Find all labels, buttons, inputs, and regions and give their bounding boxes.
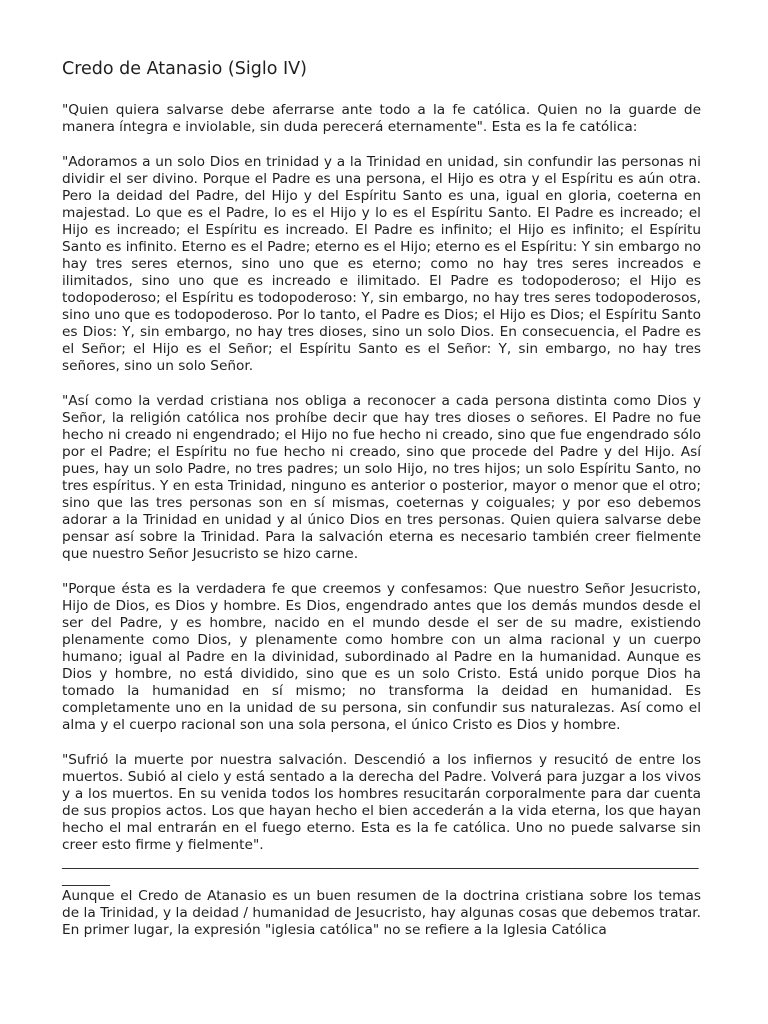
commentary-paragraph: Aunque el Credo de Atanasio es un buen resumen de la doctrina cristiana sobre los temas de la Trinidad, y la deidad / humanidad de Jesucristo, hay algunas cosas que debemos tratar. En primer lugar, la expresión "iglesia católica" no se refiere a la Iglesia Católica [62, 888, 701, 938]
paragraph-persons: "Así como la verdad cristiana nos obliga a reconocer a cada persona distinta como Dios y Señor, la religión católica nos prohíbe decir que hay tres dioses o señores. El Padre no fue hecho ni creado ni engendrado; el Hijo no fue hecho ni creado, sino que fue engendrado sólo por el Padre; el Espíritu no fue hecho ni creado, sino que procede del Padre y del Hijo. Así pues, hay un solo Padre, no tres padres; un solo Hijo, no tres hijos; un solo Espíritu Santo, no tres espíritus. Y en esta Trinidad, ninguno es anterior o posterior, mayor o menor que el otro; sino que las tres personas son en sí mismas, coeternas y coiguales; y por eso debemos adorar a la Trinidad en unidad y al único Dios en tres personas. Quien quiera salvarse debe pensar así sobre la Trinidad. Para la salvación eterna es necesario también creer fielmente que nuestro Señor Jesucristo se hizo carne. [62, 393, 701, 562]
paragraph-christ: "Porque ésta es la verdadera fe que creemos y confesamos: Que nuestro Señor Jesucristo, Hijo de Dios, es Dios y hombre. Es Dios, engendrado antes que los demás mundos desde el ser del Padre, y es hombre, nacido en el mundo desde el ser de su madre, existiendo plenamente como Dios, y plenamente como hombre con un alma racional y un cuerpo humano; igual al Padre en la divinidad, subordinado al Padre en la humanidad. Aunque es Dios y hombre, no está dividido, sino que es un solo Cristo. Está unido porque Dios ha tomado la humanidad en sí mismo; no transforma la deidad en humanidad. Es completamente uno en la unidad de su persona, sin confundir sus naturalezas. Así como el alma y el cuerpo racional son una sola persona, el único Cristo es Dios y hombre. [62, 581, 701, 733]
paragraph-trinity: "Adoramos a un solo Dios en trinidad y a la Trinidad en unidad, sin confundir las personas ni dividir el ser divino. Porque el Padre es una persona, el Hijo es otra y el Espíritu es aún otra. Pero la deidad del Padre, del Hijo y del Espíritu Santo es una, igual en gloria, coeterna en majestad. Lo que es el Padre, lo es el Hijo y lo es el Espíritu Santo. El Padre es increado; el Hijo es increado; el Espíritu es increado. El Padre es infinito; el Hijo es infinito; el Espíritu Santo es infinito. Eterno es el Padre; eterno es el Hijo; eterno es el Espíritu: Y sin embargo no hay tres seres eternos, sino uno que es eterno; como no hay tres seres increados e ilimitados, sino uno que es increado e ilimitado. El Padre es todopoderoso; el Hijo es todopoderoso; el Espíritu es todopoderoso: Y, sin embargo, no hay tres seres todopoderosos, sino uno que es todopoderoso. Por lo tanto, el Padre es Dios; el Hijo es Dios; el Espíritu Santo es Dios: Y, sin embargo, no hay tres dioses, sino un solo Dios. En consecuencia, el Padre es el Señor; el Hijo es el Señor; el Espíritu Santo es el Señor: Y, sin embargo, no hay tres señores, sino un solo Señor. [62, 154, 701, 374]
paragraph-intro: "Quien quiera salvarse debe aferrarse ante todo a la fe católica. Quien no la guarde de manera íntegra e inviolable, sin duda perecerá eternamente". Esta es la fe católica: [62, 102, 701, 135]
document-page [62, 56, 701, 939]
paragraph-salvation: "Sufrió la muerte por nuestra salvación. Descendió a los infiernos y resucitó de entre los muertos. Subió al cielo y está sentado a la derecha del Padre. Volverá para juzgar a los vivos y a los muertos. En su venida todos los hombres resucitarán corporalmente para dar cuenta de sus propios actos. Los que hayan hecho el bien accederán a la vida eterna, los que hayan hecho el mal entrarán en el fuego eterno. Esta es la fe católica. Uno no puede salvarse sin creer esto firme y fielmente". [62, 752, 701, 853]
separator-line: ____________________________________________________________________________________________________ [62, 854, 699, 887]
document-title: Credo de Atanasio (Siglo IV) [62, 59, 307, 79]
